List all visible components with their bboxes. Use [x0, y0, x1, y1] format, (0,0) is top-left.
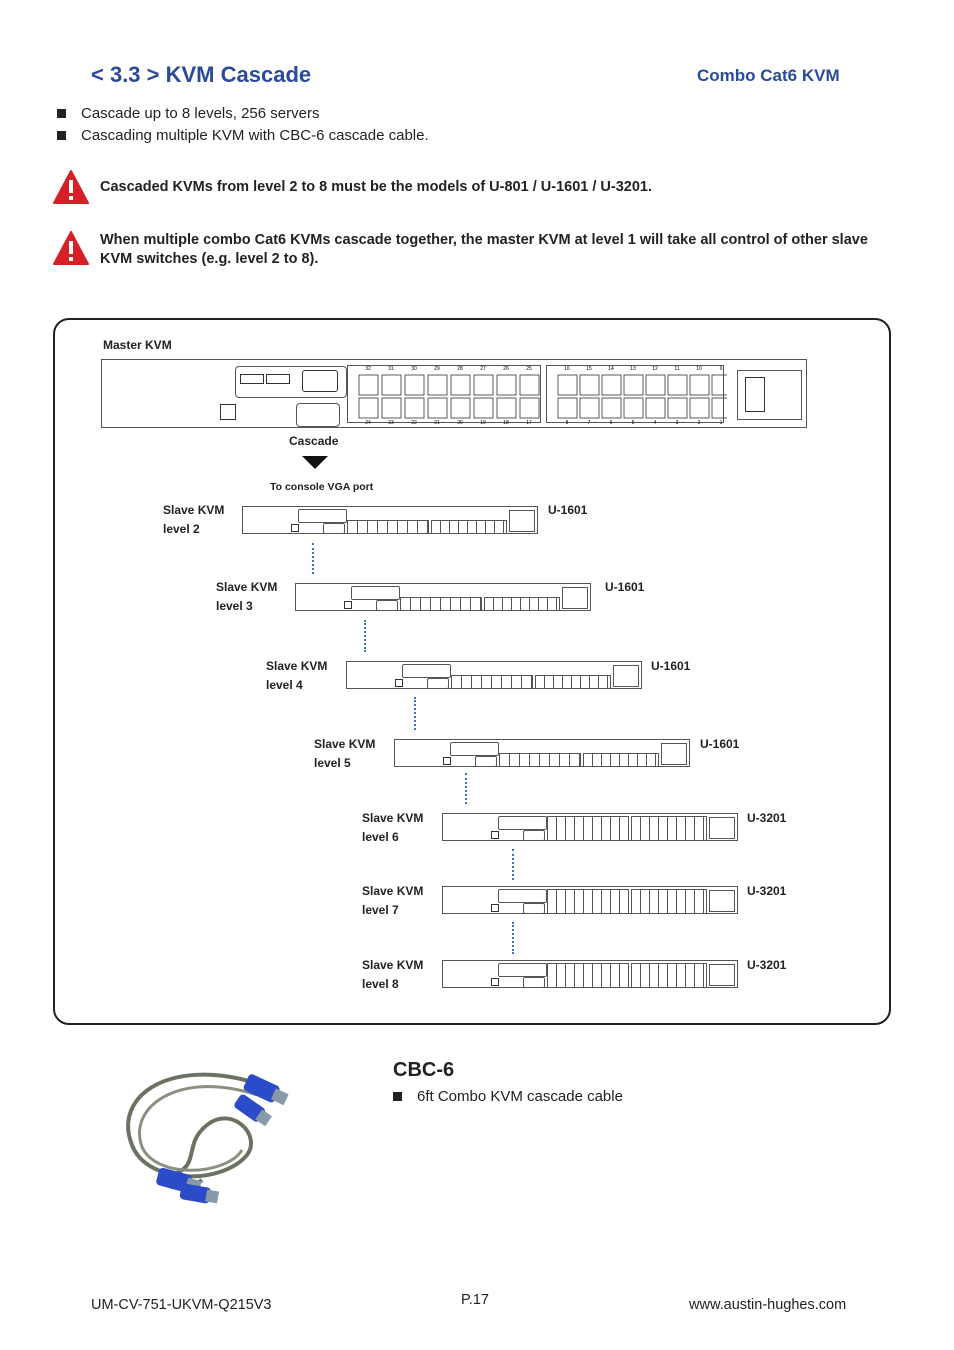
slave-name: Slave KVM: [216, 580, 278, 594]
footer-website: www.austin-hughes.com: [689, 1297, 847, 1313]
cascade-vga-port: [427, 678, 449, 689]
slave-kvm-unit: [346, 661, 642, 689]
rj45-port-icon: [428, 398, 447, 418]
slave-kvm-label: [362, 809, 423, 847]
cascade-vga-port: [523, 830, 545, 841]
rj45-port-array: [347, 360, 727, 429]
slave-name: Slave KVM: [266, 659, 328, 673]
port-number-label: 27: [480, 366, 486, 372]
page-title: < 3.3 > KVM Cascade: [91, 62, 312, 87]
vga-port-icon: [302, 370, 338, 392]
power-jack-icon: [491, 978, 499, 986]
slave-kvm-unit: [394, 739, 690, 767]
bullet-item: Cascading multiple KVM with CBC-6 cascade cable.: [57, 127, 429, 144]
rj45-port-icon: [712, 375, 727, 395]
power-switch-icon: [745, 377, 765, 412]
usb-vga-panel: [498, 963, 547, 977]
rj45-port-icon: [428, 375, 447, 395]
port-number-label: 25: [526, 366, 532, 372]
port-number-label: 1: [719, 420, 723, 426]
port-number-label: 10: [696, 366, 702, 372]
slave-kvm-label: [362, 882, 423, 920]
power-inlet: [709, 890, 735, 912]
slave-model-label: U-1601: [700, 737, 740, 751]
power-inlet: [709, 964, 735, 986]
port-number-label: 19: [480, 420, 486, 426]
rj45-port-icon: [624, 375, 643, 395]
power-jack-icon: [395, 679, 403, 687]
slave-kvm-label: [216, 578, 277, 616]
bullet-square-icon: [57, 109, 66, 118]
rj45-port-icon: [359, 375, 378, 395]
slave-name: Slave KVM: [314, 737, 376, 751]
port-number-label: 9: [719, 366, 723, 372]
slave-model-label: U-3201: [747, 884, 787, 898]
slave-level: level 7: [362, 903, 399, 917]
port-number-label: 17: [526, 420, 532, 426]
rj45-port-icon: [668, 375, 687, 395]
cable-title: CBC-6: [393, 1059, 455, 1081]
port-number-label: 22: [411, 420, 417, 426]
port-bank-right: [583, 753, 659, 767]
rj45-port-icon: [558, 398, 577, 418]
port-bank-left: [400, 597, 482, 611]
port-number-label: 7: [587, 420, 591, 426]
slave-name: Slave KVM: [362, 884, 424, 898]
port-number-label: 18: [503, 420, 509, 426]
port-bank-right: [535, 675, 611, 689]
power-inlet: [661, 743, 687, 765]
cascade-link-dots: [512, 922, 514, 954]
port-number-label: 30: [411, 366, 417, 372]
slave-name: Slave KVM: [163, 503, 225, 517]
usb-port-icon: [240, 374, 264, 384]
cascade-label: Cascade: [289, 434, 339, 448]
cascade-vga-port: [475, 756, 497, 767]
port-number-label: 21: [434, 420, 440, 426]
port-bank-left: [499, 753, 581, 767]
usb-vga-panel: [498, 889, 547, 903]
bullet-item: Cascade up to 8 levels, 256 servers: [57, 105, 319, 122]
footer-page-number: P.17: [461, 1292, 489, 1308]
cascade-vga-port: [296, 403, 340, 427]
port-number-label: 23: [388, 420, 394, 426]
warning-text: When multiple combo Cat6 KVMs cascade together, the master KVM at level 1 will take all control of other slave KVM switches (e.g. level 2 to 8).: [100, 232, 868, 267]
port-number-label: 2: [697, 420, 701, 426]
port-number-label: 5: [631, 420, 635, 426]
cascade-link-dots: [465, 773, 467, 804]
usb-vga-panel: [298, 509, 347, 523]
rj45-port-icon: [359, 398, 378, 418]
rj45-port-icon: [497, 398, 516, 418]
cascade-vga-port: [523, 977, 545, 988]
master-kvm-label: Master KVM: [103, 338, 172, 352]
port-bank-left: [547, 889, 629, 914]
rj45-port-icon: [520, 398, 539, 418]
rj45-port-icon: [624, 398, 643, 418]
rj45-port-icon: [382, 375, 401, 395]
power-jack-icon: [220, 404, 236, 420]
cascade-vga-port: [376, 600, 398, 611]
slave-model-label: U-1601: [605, 580, 645, 594]
port-number-label: 32: [365, 366, 371, 372]
port-number-label: 28: [457, 366, 463, 372]
port-number-label: 15: [586, 366, 592, 372]
slave-model-label: U-3201: [747, 811, 787, 825]
port-number-label: 6: [609, 420, 613, 426]
rj45-port-icon: [646, 398, 665, 418]
slave-kvm-unit: [242, 506, 538, 534]
cascade-link-dots: [364, 620, 366, 652]
rj45-port-icon: [646, 375, 665, 395]
product-name: Combo Cat6 KVM: [697, 66, 840, 85]
port-bank-right: [484, 597, 560, 611]
port-bank-right: [431, 520, 507, 534]
power-jack-icon: [291, 524, 299, 532]
usb-vga-panel: [402, 664, 451, 678]
port-number-label: 20: [457, 420, 463, 426]
slave-level: level 8: [362, 977, 399, 991]
bullet-square-icon: [57, 131, 66, 140]
port-bank-right: [631, 889, 707, 914]
cascade-link-dots: [414, 697, 416, 730]
slave-model-label: U-1601: [651, 659, 691, 673]
cbc6-cable-image: [112, 1055, 302, 1205]
slave-kvm-label: [314, 735, 375, 773]
console-vga-label: To console VGA port: [270, 481, 374, 493]
slave-model-label: U-3201: [747, 958, 787, 972]
slave-kvm-label: [266, 657, 327, 695]
usb-port-icon: [266, 374, 290, 384]
cable-bullet: 6ft Combo KVM cascade cable: [393, 1088, 623, 1105]
slave-kvm-label: [362, 956, 423, 994]
power-jack-icon: [344, 601, 352, 609]
slave-level: level 6: [362, 830, 399, 844]
power-inlet: [613, 665, 639, 687]
rj45-port-icon: [602, 375, 621, 395]
usb-vga-panel: [351, 586, 400, 600]
warning-icon: [53, 170, 89, 204]
slave-kvm-unit: [442, 886, 738, 914]
rj45-port-icon: [580, 375, 599, 395]
slave-kvm-unit: [442, 960, 738, 988]
port-number-label: 24: [365, 420, 371, 426]
slave-level: level 4: [266, 678, 303, 692]
rj45-port-icon: [712, 398, 727, 418]
port-bank-left: [451, 675, 533, 689]
footer-doc-id: UM-CV-751-UKVM-Q215V3: [91, 1297, 272, 1313]
rj45-port-icon: [690, 398, 709, 418]
power-inlet: [709, 817, 735, 839]
port-bank-left: [547, 963, 629, 988]
rj45-port-icon: [602, 398, 621, 418]
port-number-label: 11: [674, 366, 680, 372]
port-number-label: 31: [388, 366, 394, 372]
slave-kvm-unit: [442, 813, 738, 841]
port-number-label: 13: [630, 366, 636, 372]
cascade-link-dots: [512, 849, 514, 880]
port-number-label: 12: [652, 366, 658, 372]
slave-name: Slave KVM: [362, 958, 424, 972]
rj45-port-icon: [558, 375, 577, 395]
rj45-port-icon: [405, 398, 424, 418]
usb-vga-panel: [498, 816, 547, 830]
rj45-port-icon: [520, 375, 539, 395]
rj45-port-icon: [451, 398, 470, 418]
port-bank-right: [631, 963, 707, 988]
port-bank-right: [631, 816, 707, 841]
power-jack-icon: [491, 904, 499, 912]
rj45-port-icon: [690, 375, 709, 395]
port-number-label: 29: [434, 366, 440, 372]
slave-kvm-unit: [295, 583, 591, 611]
cascade-vga-port: [323, 523, 345, 534]
power-jack-icon: [491, 831, 499, 839]
power-inlet: [562, 587, 588, 609]
slave-level: level 3: [216, 599, 253, 613]
port-number-label: 4: [653, 420, 657, 426]
slave-name: Slave KVM: [362, 811, 424, 825]
power-inlet: [509, 510, 535, 532]
power-jack-icon: [443, 757, 451, 765]
rj45-port-icon: [497, 375, 516, 395]
usb-vga-panel: [450, 742, 499, 756]
rj45-port-icon: [668, 398, 687, 418]
cascade-link-dots: [312, 543, 314, 574]
rj45-port-icon: [451, 375, 470, 395]
port-number-label: 26: [503, 366, 509, 372]
slave-kvm-label: [163, 501, 224, 539]
slave-model-label: U-1601: [548, 503, 588, 517]
cascade-vga-port: [523, 903, 545, 914]
down-arrow-icon: [302, 456, 328, 469]
rj45-port-icon: [580, 398, 599, 418]
rj45-port-icon: [382, 398, 401, 418]
bullet-square-icon: [393, 1092, 402, 1101]
slave-level: level 2: [163, 522, 200, 536]
rj45-port-icon: [474, 398, 493, 418]
warning-text: Cascaded KVMs from level 2 to 8 must be the models of U-801 / U-1601 / U-3201.: [100, 179, 652, 195]
port-bank-left: [547, 816, 629, 841]
port-number-label: 8: [565, 420, 569, 426]
port-number-label: 14: [608, 366, 614, 372]
warning-icon: [53, 231, 89, 265]
port-bank-left: [347, 520, 429, 534]
port-number-label: 3: [675, 420, 679, 426]
port-number-label: 16: [564, 366, 570, 372]
rj45-port-icon: [474, 375, 493, 395]
master-kvm-unit: [101, 359, 807, 428]
rj45-port-icon: [405, 375, 424, 395]
slave-level: level 5: [314, 756, 351, 770]
